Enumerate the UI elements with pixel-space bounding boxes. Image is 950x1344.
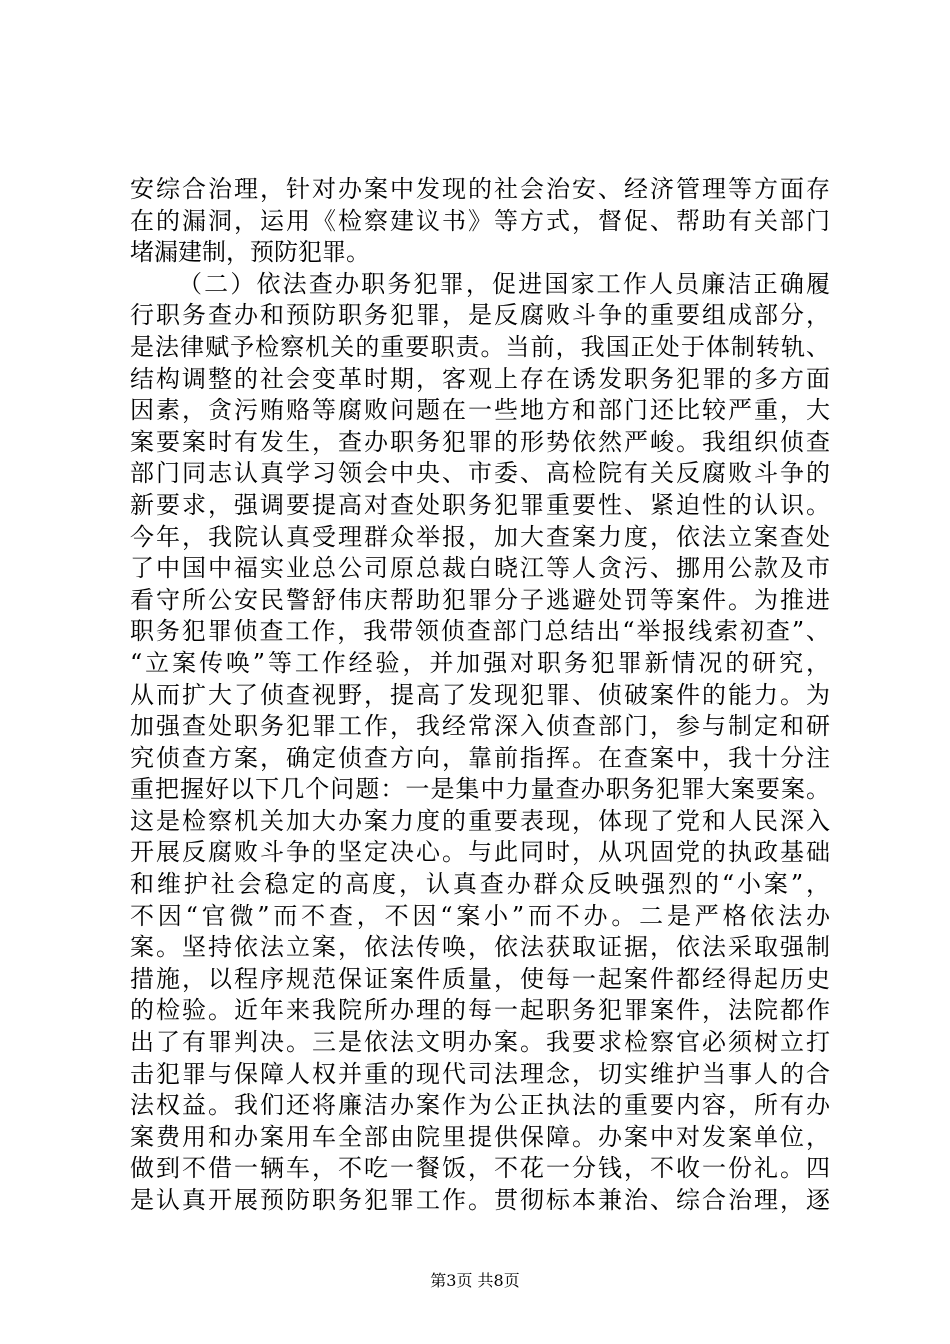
text-line: 安综合治理，针对办案中发现的社会治安、经济管理等方面存 — [130, 175, 830, 203]
text-line: 部门同志认真学习领会中央、市委、高检院有关反腐败斗争的 — [130, 459, 830, 488]
text-line: 出了有罪判决。三是依法文明办案。我要求检察官必须树立打 — [130, 1028, 830, 1057]
section-heading-line: （二）依法查办职务犯罪，促进国家工作人员廉洁正确履 — [178, 269, 830, 298]
text-line: 案要案时有发生，查办职务犯罪的形势依然严峻。我组织侦查 — [130, 427, 830, 456]
text-line: 堵漏建制，预防犯罪。 — [130, 238, 370, 267]
page-number-footer: 第3页 共8页 — [430, 1271, 520, 1290]
text-line: 从而扩大了侦查视野，提高了发现犯罪、侦破案件的能力。为 — [130, 680, 830, 709]
text-line: 究侦查方案，确定侦查方向，靠前指挥。在查案中，我十分注 — [130, 743, 830, 772]
text-line: 是法律赋予检察机关的重要职责。当前，我国正处于体制转轨、 — [130, 332, 830, 361]
text-line: 法权益。我们还将廉洁办案作为公正执法的重要内容，所有办 — [130, 1091, 830, 1120]
text-line: 行职务查办和预防职务犯罪，是反腐败斗争的重要组成部分， — [130, 301, 830, 330]
text-line: 是认真开展预防职务犯罪工作。贯彻标本兼治、综合治理，逐 — [130, 1186, 830, 1214]
text-line: 措施，以程序规范保证案件质量，使每一起案件都经得起历史 — [130, 964, 830, 993]
text-line: 重把握好以下几个问题：一是集中力量查办职务犯罪大案要案。 — [130, 775, 830, 804]
text-line: 案。坚持依法立案，依法传唤，依法获取证据，依法采取强制 — [130, 933, 830, 962]
text-line: 的检验。近年来我院所办理的每一起职务犯罪案件，法院都作 — [130, 996, 830, 1025]
text-line: 击犯罪与保障人权并重的现代司法理念，切实维护当事人的合 — [130, 1059, 830, 1088]
text-line: 不因“官微”而不查，不因“案小”而不办。二是严格依法办 — [130, 901, 830, 930]
text-line: 案费用和办案用车全部由院里提供保障。办案中对发案单位， — [130, 1122, 830, 1151]
text-line: 结构调整的社会变革时期，客观上存在诱发职务犯罪的多方面 — [130, 364, 830, 393]
text-line: 看守所公安民警舒伟庆帮助犯罪分子逃避处罚等案件。为推进 — [130, 585, 830, 614]
text-line: 职务犯罪侦查工作，我带领侦查部门总结出“举报线索初查”、 — [130, 617, 830, 646]
text-line: 今年，我院认真受理群众举报，加大查案力度，依法立案查处 — [130, 522, 830, 551]
text-line: 这是检察机关加大办案力度的重要表现，体现了党和人民深入 — [130, 806, 830, 835]
text-line: 加强查处职务犯罪工作，我经常深入侦查部门，参与制定和研 — [130, 712, 830, 741]
text-line: 做到不借一辆车，不吃一餐饭，不花一分钱，不收一份礼。四 — [130, 1154, 830, 1183]
text-line: 了中国中福实业总公司原总裁白晓江等人贪污、挪用公款及市 — [130, 554, 830, 583]
body-text — [130, 174, 830, 1217]
text-line: 在的漏洞，运用《检察建议书》等方式，督促、帮助有关部门 — [130, 206, 830, 235]
text-line: 新要求，强调要提高对查处职务犯罪重要性、紧迫性的认识。 — [130, 490, 830, 519]
text-line: 开展反腐败斗争的坚定决心。与此同时，从巩固党的执政基础 — [130, 838, 830, 867]
text-line: 因素，贪污贿赂等腐败问题在一些地方和部门还比较严重，大 — [130, 396, 830, 425]
text-line: “立案传唤”等工作经验，并加强对职务犯罪新情况的研究， — [130, 648, 830, 677]
text-line: 和维护社会稳定的高度，认真查办群众反映强烈的“小案”， — [130, 870, 830, 899]
